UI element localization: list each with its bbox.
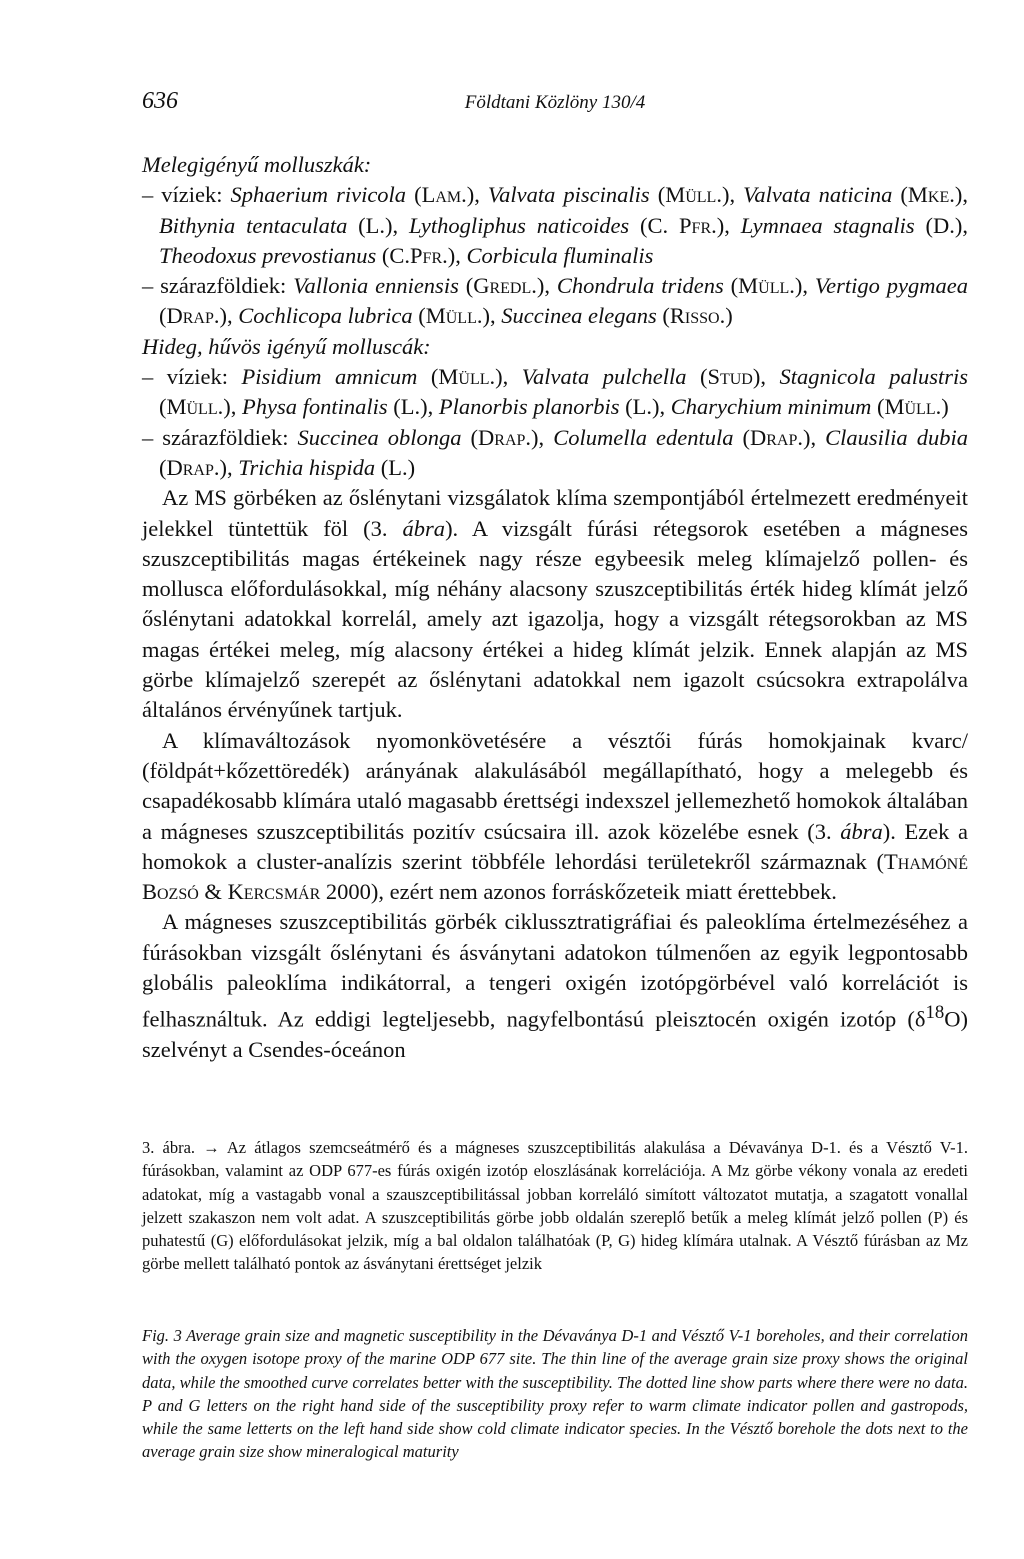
page-number: 636 — [142, 88, 178, 114]
caption-text: Az átlagos szemcseátmérő és a mágneses szuszceptibilitás alakulása a Dévaványa D-1. és a Vésztő V-1. fúrásokban, valamint az ODP 677-es fúrás oxigén izotóp eloszlásának korrelációja. A Mz görbe vékony vonala az eredeti adatokat, míg a vastagabb vonal a szauszceptibilitással jobban korreláló simított változatot mutatja, a szagatott vonallal jelzett szakaszon nem volt adat. A szuszceptibilitás görbe jobb oldalán szereplő betűk a meleg klímát jelző pollen (P) és puhatestű (G) előfordulásokat jelzik, míg a bal oldalon találhatóak (P, G) hideg klímára utalnak. A Vésztő fúrásban az Mz görbe mellett található pontok az ásványtani érettséget jelzik — [142, 1138, 968, 1274]
paragraph: – szárazföldiek: Succinea oblonga (Drap.), Columella edentula (Drap.), Clausilia dubia (Drap.), Trichia hispida (L.) — [142, 424, 968, 480]
paragraph: Az MS görbéken az őslénytani vizsgálatok klíma szempontjából értelmezett eredményeit jelekkel tüntettük föl (3. ábra). A vizsgált fúrási rétegsorok esetében a mágneses szuszceptibilitás magas értékeinek nagy része egybeesik meleg klímajelző pollen- és mollusca előfordulásokkal, míg néhány alacsony szuszceptibilitás érték hideg klímát jelző őslénytani adatokkal korrelál, amely azt igazolja, hogy a vizsgált rétegsorokban az MS magas értékei meleg, míg alacsony értékei a hideg klímát jelzik. Ennek alapján az MS görbe klímajelző szerepét az őslénytani adatokkal nem igazolt csúcsokra extrapolálva általános érvényűnek tartjuk. — [142, 485, 968, 723]
paragraph: A klímaváltozások nyomonkövetésére a vésztői fúrás homokjainak kvarc/ (földpát+kőzettöredék) arányának alakulásából megállapítható, hogy a melegebb és csapadékosabb klímára utaló magasabb érettségi indexszel jellemezhető homokok általában a mágneses szuszceptibilitás pozitív csúcsaira ill. azok közelébe esnek (3. ábra). Ezek a homokok a cluster-analízis szerint többféle lehordási területekről származnak (Thamóné Bozsó & Kercsmár 2000), ezért nem azonos forráskőzeteik miatt érettebbek. — [142, 727, 968, 905]
running-header — [142, 88, 968, 118]
figure-caption-hungarian — [142, 1136, 968, 1276]
body-text — [142, 150, 968, 1065]
figure-label: 3. ábra. — [142, 1138, 196, 1157]
paragraph: Melegigényű molluszkák: — [142, 152, 372, 177]
paragraph: – víziek: Sphaerium rivicola (Lam.), Valvata piscinalis (Müll.), Valvata naticina (Mke.), Bithynia tentaculata (L.), Lythogliphus naticoides (C. Pfr.), Lymnaea stagnalis (D.), Theodoxus prevostianus (C.Pfr.), Corbicula fluminalis — [142, 182, 969, 268]
figure-caption-english: Fig. 3 Average grain size and magnetic susceptibility in the Dévaványa D-1 and Vésztő V-1 boreholes, and their correlation with the oxygen isotope proxy of the marine ODP 677 site. The thin line of the average grain size proxy shows the original data, while the smoothed curve correlates better with the susceptibility. The dotted line show parts where there were no data. P and G letters on the right hand side of the susceptibility proxy refer to warm climate indicator pollen and gastropods, while the same letterts on the left hand side show cold climate indicator species. In the Vésztő borehole the dots next to the average grain size show mineralogical maturity — [142, 1326, 968, 1462]
paragraph: A mágneses szuszceptibilitás görbék ciklussztratigráfiai és paleoklíma értelmezéséhez a fúrásokban vizsgált őslénytani és ásványtani adatokon túlmenően az egyik legpontosabb globális paleoklíma indikátorral, a tengeri oxigén izotópgörbével való korrelációt is felhasználtuk. Az eddigi legteljesebb, nagyfelbontású pleisztocén oxigén izotóp $(\delta^{18}O)$ szelvényt a Csendes-óceánon — [142, 909, 968, 1063]
paragraph: Hideg, hűvös igényű molluscák: — [142, 333, 431, 359]
journal-title: Földtani Közlöny 130/4 — [464, 92, 646, 113]
arrow-right-icon: → — [203, 1138, 220, 1157]
paragraph: – szárazföldiek: Vallonia enniensis (Gredl.), Chondrula tridens (Müll.), Vertigo pygmaea (Drap.), Cochlicopa lubrica (Müll.), Succinea elegans (Risso.) — [142, 273, 968, 329]
paragraph: – víziek: Pisidium amnicum (Müll.), Valvata pulchella (Stud), Stagnicola palustris (Müll.), Physa fontinalis (L.), Planorbis planorbis (L.), Charychium minimum (Müll.) — [142, 364, 968, 420]
